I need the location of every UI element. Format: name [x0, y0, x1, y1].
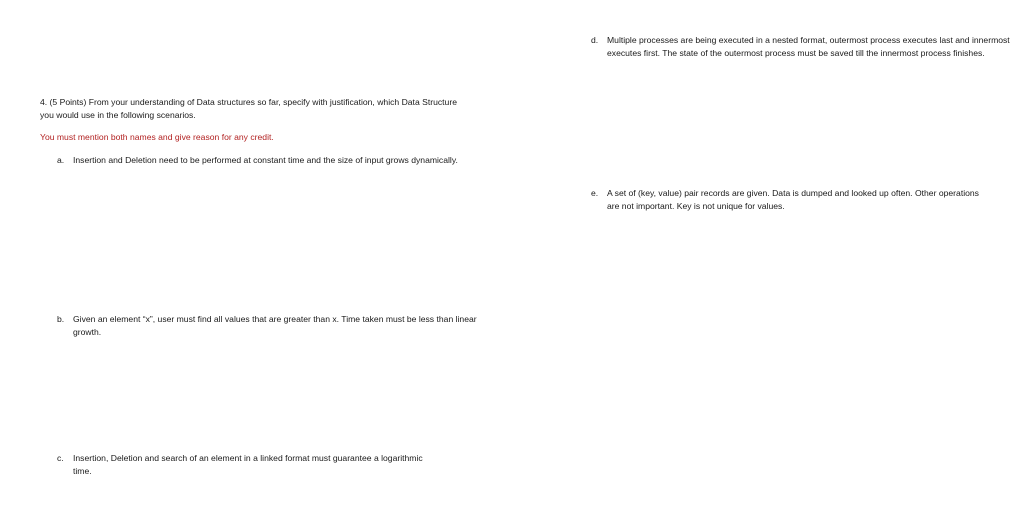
scenario-d: [591, 34, 1011, 60]
scenario-letter: d.: [591, 35, 599, 45]
scenario-letter: b.: [57, 314, 65, 324]
scenario-letter: a.: [57, 155, 65, 165]
scenario-text: Insertion and Deletion need to be performed at constant time and the size of input grows dynamically.: [73, 155, 458, 165]
scenario-text: A set of (key, value) pair records are given. Data is dumped and looked up often. Other operations are not important. Key is not unique for values.: [607, 188, 979, 211]
scenario-letter: c.: [57, 453, 64, 463]
credit-note: You must mention both names and give reason for any credit.: [40, 132, 274, 142]
scenario-b: [57, 313, 477, 339]
scenario-e: [591, 187, 991, 213]
scenario-text: Multiple processes are being executed in a nested format, outermost process executes last and innermost executes first. The state of the outermost process must be saved till the innermost process finishes.: [607, 35, 1010, 58]
scenario-text: Insertion, Deletion and search of an element in a linked format must guarantee a logarithmic time.: [73, 453, 423, 476]
scenario-letter: e.: [591, 188, 599, 198]
scenario-a: [57, 154, 467, 167]
scenario-text: Given an element “x”, user must find all values that are greater than x. Time taken must be less than linear growth.: [73, 314, 477, 337]
question-prompt: 4. (5 Points) From your understanding of Data structures so far, specify with justification, which Data Structure you would use in the following scenarios.: [40, 97, 457, 120]
scenario-c: [57, 452, 437, 478]
